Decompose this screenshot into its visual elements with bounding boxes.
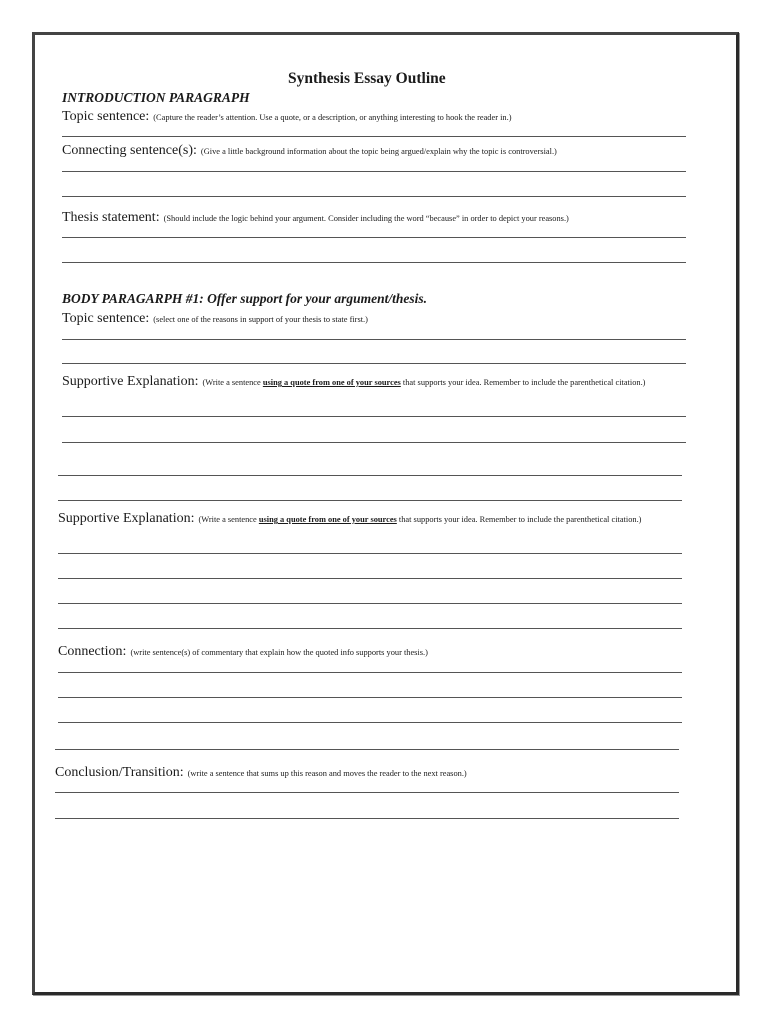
writing-line[interactable] [58, 722, 682, 723]
body1-support1-prompt [62, 376, 682, 388]
writing-line[interactable] [58, 578, 682, 579]
writing-line[interactable] [55, 818, 679, 819]
body1-conclusion-hint: (write a sentence that sums up this reason and moves the reader to the next reason.) [187, 769, 467, 778]
body1-support1-hint-a: (Write a sentence [202, 378, 263, 387]
writing-line[interactable] [62, 442, 686, 443]
body1-conclusion-prompt [55, 763, 467, 781]
intro-topic-hint: (Capture the reader’s attention. Use a quote, or a description, or anything interesting to hook the reader in.) [153, 113, 512, 122]
body1-connection-prompt [58, 642, 428, 660]
intro-topic-prompt [62, 107, 512, 125]
writing-line[interactable] [55, 792, 679, 793]
intro-thesis-label: Thesis statement: [62, 210, 160, 225]
intro-heading: INTRODUCTION PARAGRAPH [62, 90, 250, 105]
body1-topic-prompt [62, 309, 368, 327]
body1-support2-hint-a: (Write a sentence [198, 515, 259, 524]
body1-connection-hint: (write sentence(s) of commentary that explain how the quoted info supports your thesis.) [130, 648, 428, 657]
writing-line[interactable] [62, 339, 686, 340]
page-title: Synthesis Essay Outline [288, 70, 446, 87]
writing-line[interactable] [58, 628, 682, 629]
body1-topic-hint: (select one of the reasons in support of your thesis to state first.) [153, 315, 368, 324]
writing-line[interactable] [58, 603, 682, 604]
writing-line[interactable] [58, 500, 682, 501]
writing-line[interactable] [62, 416, 686, 417]
writing-line[interactable] [58, 553, 682, 554]
intro-thesis-prompt [62, 208, 569, 226]
writing-line[interactable] [62, 262, 686, 263]
writing-line[interactable] [55, 749, 679, 750]
body1-support1-label: Supportive Explanation: [62, 374, 199, 389]
body1-connection-label: Connection: [58, 644, 127, 659]
writing-line[interactable] [58, 672, 682, 673]
writing-line[interactable] [62, 363, 686, 364]
writing-line[interactable] [62, 136, 686, 137]
body1-heading: BODY PARAGARPH #1: Offer support for your argument/thesis. [62, 291, 428, 306]
writing-line[interactable] [62, 237, 686, 238]
body1-support2-hint-b: that supports your idea. Remember to include the parenthetical citation.) [396, 515, 642, 524]
writing-line[interactable] [58, 697, 682, 698]
writing-line[interactable] [62, 196, 686, 197]
body1-support2-prompt [58, 513, 678, 525]
body1-conclusion-label: Conclusion/Transition: [55, 765, 184, 780]
intro-connecting-prompt [62, 141, 557, 159]
writing-line[interactable] [62, 171, 686, 172]
body1-support1-hint-b: that supports your idea. Remember to include the parenthetical citation.) [400, 378, 646, 387]
body1-support1-hint-emph: using a quote from one of your sources [262, 378, 401, 387]
intro-connecting-hint: (Give a little background information about the topic being argued/explain why the topic is controversial.) [200, 147, 557, 156]
intro-topic-label: Topic sentence: [62, 109, 150, 124]
intro-thesis-hint: (Should include the logic behind your argument. Consider including the word “because” in order to depict your reasons.) [163, 214, 569, 223]
body1-topic-label: Topic sentence: [62, 311, 150, 326]
writing-line[interactable] [58, 475, 682, 476]
intro-connecting-label: Connecting sentence(s): [62, 143, 197, 158]
body1-support2-label: Supportive Explanation: [58, 511, 195, 526]
body1-support2-hint-emph: using a quote from one of your sources [258, 515, 397, 524]
